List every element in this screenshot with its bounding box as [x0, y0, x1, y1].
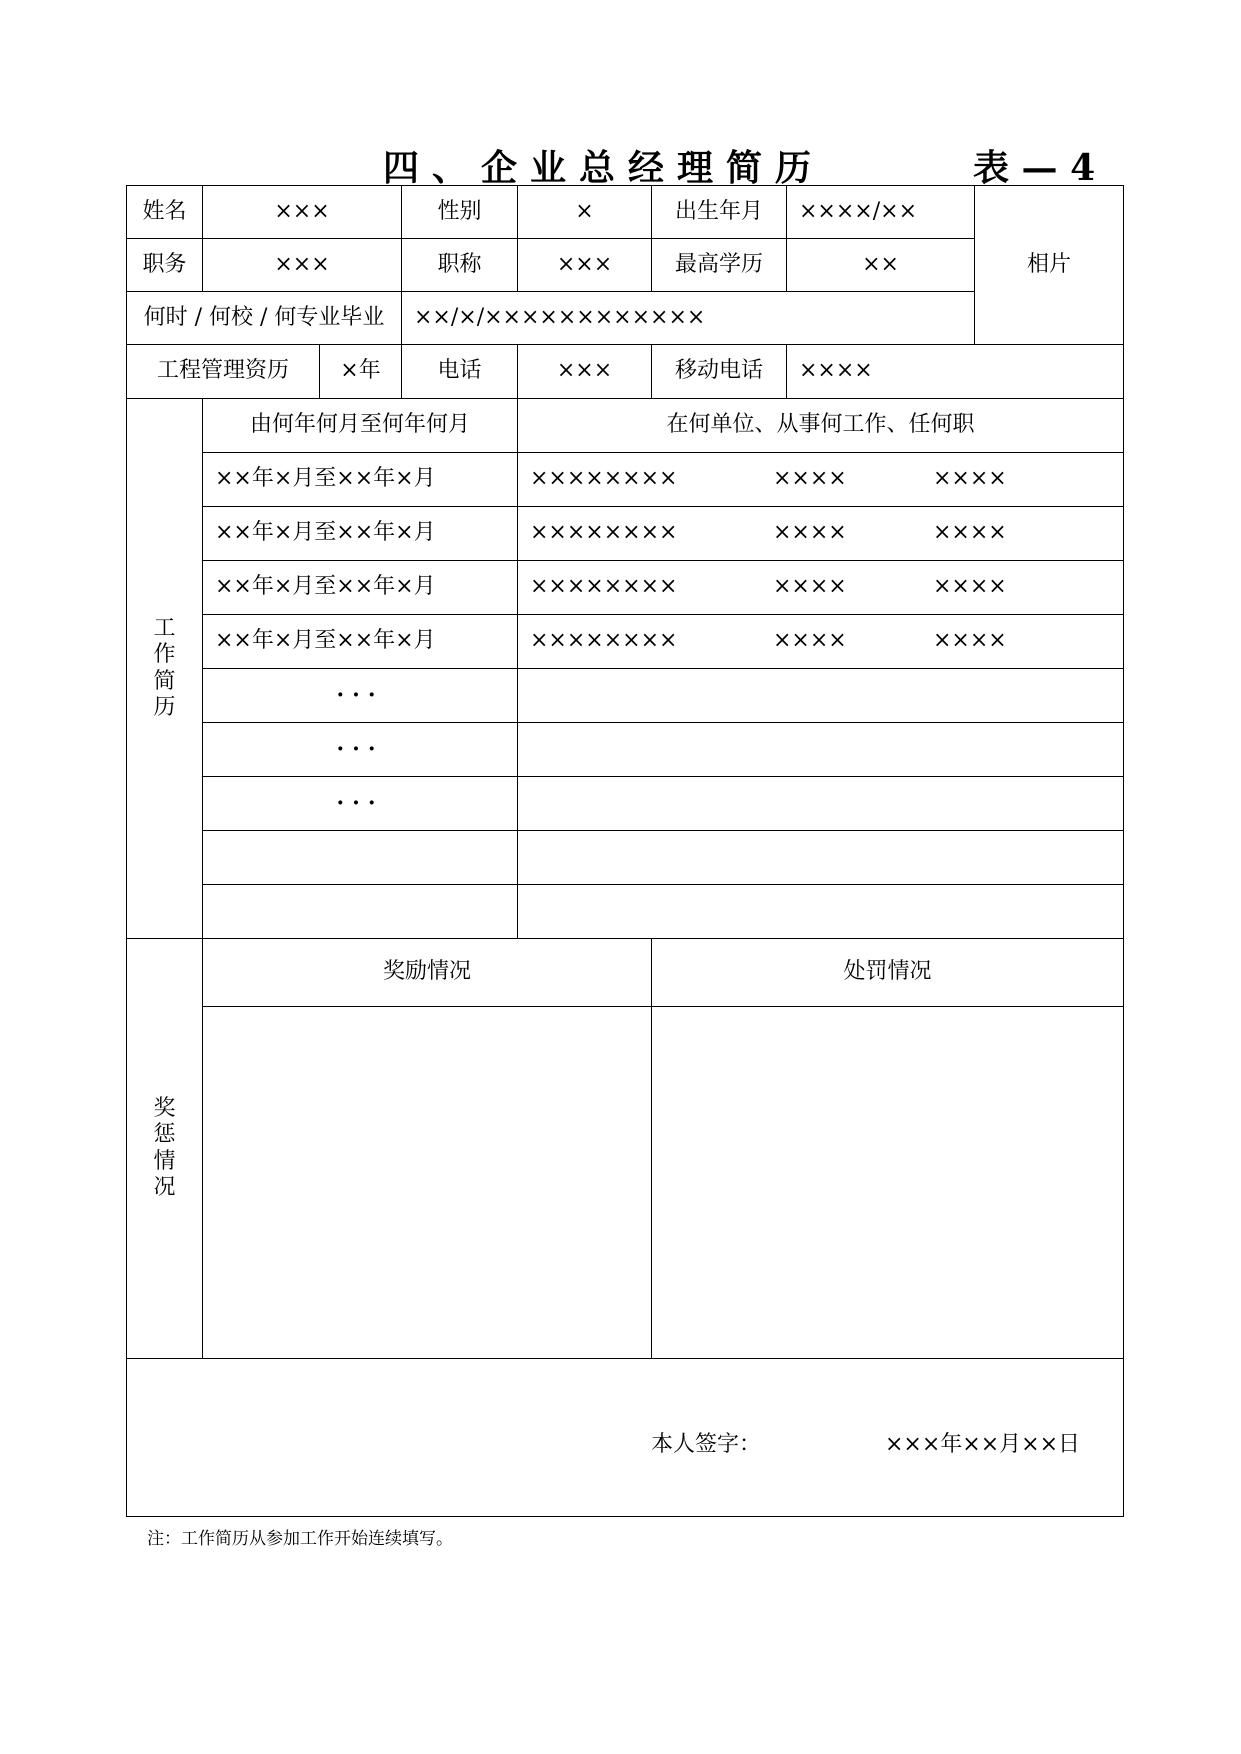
rewards-side-char: 情 [153, 1148, 176, 1174]
work-row [127, 453, 1124, 507]
rewards-side-char: 况 [153, 1174, 176, 1200]
period-header: 由何年何月至何年何月 [203, 399, 518, 453]
work-period: ××年×月至××年×月 [203, 453, 518, 507]
signature-cell [127, 1359, 1124, 1517]
work-period-empty [203, 885, 518, 939]
birth-label: 出生年月 [652, 186, 787, 239]
work-row-empty [127, 831, 1124, 885]
basic-row-1 [127, 186, 1124, 239]
work-detail [518, 453, 1124, 507]
work-period: ××年×月至××年×月 [203, 615, 518, 669]
signature-label: 本人签字： [651, 1432, 762, 1457]
work-detail-empty [518, 777, 1124, 831]
signature-row [127, 1359, 1124, 1517]
work-period: ××年×月至××年×月 [203, 561, 518, 615]
gender-value: × [518, 186, 652, 239]
photo-cell: 相片 [975, 186, 1124, 345]
work-detail [518, 615, 1124, 669]
work-post: ×××× [933, 574, 1007, 600]
work-side-char: 工 [153, 615, 176, 641]
experience-label: 工程管理资历 [127, 345, 320, 399]
resume-table [126, 185, 1124, 1517]
graduation-value: ××/×/×××××××××××× [402, 292, 975, 345]
ellipsis: ··· [203, 777, 518, 831]
work-side-char: 作 [153, 642, 176, 668]
mobile-label: 移动电话 [652, 345, 787, 399]
reward-header: 奖励情况 [203, 939, 652, 1007]
work-row [127, 561, 1124, 615]
graduation-label: 何时 / 何校 / 何专业毕业 [127, 292, 402, 345]
mobile-value: ×××× [787, 345, 1124, 399]
work-unit: ×××××××× [530, 466, 678, 492]
work-job: ×××× [773, 628, 847, 654]
basic-row-2 [127, 239, 1124, 292]
work-post: ×××× [933, 628, 1007, 654]
work-period: ××年×月至××年×月 [203, 507, 518, 561]
work-row-ellipsis [127, 723, 1124, 777]
basic-row-3 [127, 292, 1124, 345]
name-label: 姓名 [127, 186, 203, 239]
signature-date: ×××年××月××日 [885, 1432, 1081, 1457]
work-row-ellipsis [127, 777, 1124, 831]
work-header-row [127, 399, 1124, 453]
position-value: ××× [203, 239, 402, 292]
work-detail [518, 507, 1124, 561]
phone-label: 电话 [402, 345, 518, 399]
page-title: 四、企业总经理简历 [383, 147, 825, 189]
degree-label: 最高学历 [652, 239, 787, 292]
work-side-label [127, 399, 203, 939]
position-label: 职务 [127, 239, 203, 292]
rewards-side-char: 奖 [153, 1095, 176, 1121]
work-detail-empty [518, 723, 1124, 777]
work-job: ×××× [773, 574, 847, 600]
gender-label: 性别 [402, 186, 518, 239]
work-side-char: 历 [153, 694, 176, 720]
work-unit: ×××××××× [530, 574, 678, 600]
work-post: ×××× [933, 520, 1007, 546]
work-row-ellipsis [127, 669, 1124, 723]
degree-value: ×× [787, 239, 975, 292]
work-job: ×××× [773, 466, 847, 492]
basic-row-4 [127, 345, 1124, 399]
work-side-char: 简 [153, 668, 176, 694]
rank-label: 职称 [402, 239, 518, 292]
experience-value: ×年 [320, 345, 402, 399]
detail-header: 在何单位、从事何工作、任何职 [518, 399, 1124, 453]
rewards-side-char: 惩 [153, 1122, 176, 1148]
work-post: ×××× [933, 466, 1007, 492]
work-detail-empty [518, 831, 1124, 885]
ellipsis: ··· [203, 669, 518, 723]
rewards-side-label [127, 939, 203, 1359]
work-row [127, 615, 1124, 669]
work-period-empty [203, 831, 518, 885]
work-unit: ×××××××× [530, 628, 678, 654]
penalty-header: 处罚情况 [652, 939, 1124, 1007]
work-row [127, 507, 1124, 561]
work-detail-empty [518, 885, 1124, 939]
penalty-content [652, 1007, 1124, 1359]
birth-value: ××××/×× [787, 186, 975, 239]
rewards-header-row [127, 939, 1124, 1007]
work-detail [518, 561, 1124, 615]
rewards-body-row [127, 1007, 1124, 1359]
phone-value: ××× [518, 345, 652, 399]
work-job: ×××× [773, 520, 847, 546]
table-number: 表 — 4 [973, 147, 1096, 189]
ellipsis: ··· [203, 723, 518, 777]
rank-value: ××× [518, 239, 652, 292]
work-row-empty [127, 885, 1124, 939]
work-unit: ×××××××× [530, 520, 678, 546]
footnote: 注：工作简历从参加工作开始连续填写。 [147, 1529, 453, 1549]
reward-content [203, 1007, 652, 1359]
work-detail-empty [518, 669, 1124, 723]
name-value: ××× [203, 186, 402, 239]
